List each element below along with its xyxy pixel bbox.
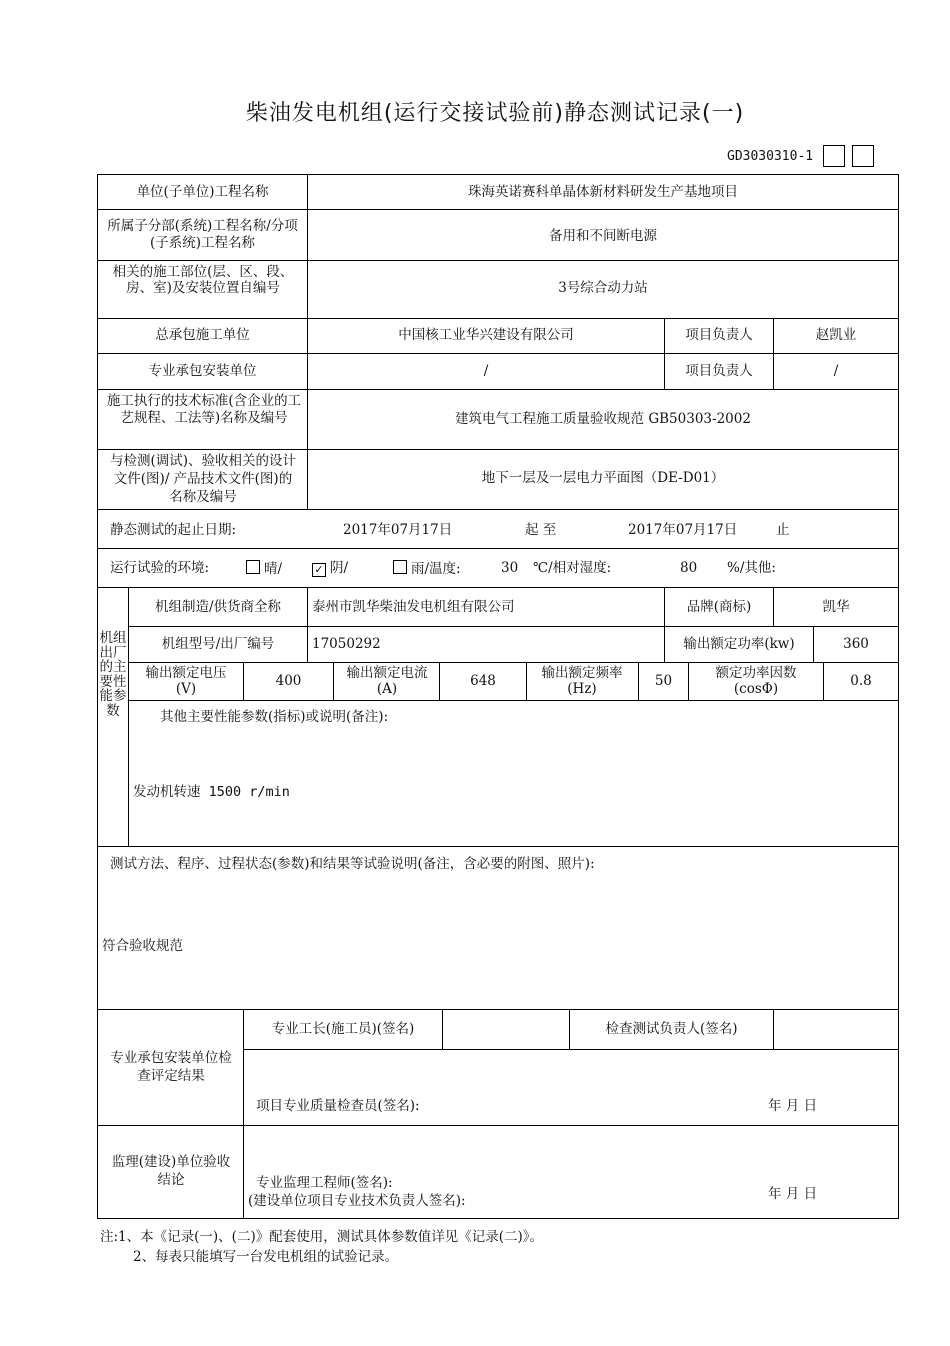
power-factor-value: 0.8 [850, 673, 872, 689]
sunny-option[interactable] [246, 560, 282, 578]
project-manager-value-2: / [833, 363, 839, 379]
test-start-date: 2017年07月17日 [343, 522, 453, 538]
manufacturer-label: 机组制造/供货商全称 [154, 599, 282, 615]
location-value: 3号综合动力站 [558, 280, 648, 296]
power-label: 输出额定功率(kw) [683, 636, 795, 652]
frequency-value: 50 [654, 673, 673, 689]
test-method-label: 测试方法、程序、过程状态(参数)和结果等试验说明(备注，含必要的附图、照片): [110, 856, 595, 872]
note-1: 注:1、本《记录(一)、(二)》配套使用，测试具体参数值详见《记录(二)》。 [100, 1229, 543, 1245]
voltage-value: 400 [275, 673, 302, 689]
frequency-label: 输出额定频率(Hz) [541, 665, 623, 697]
form-code: GD3030310-1 [727, 149, 814, 164]
design-doc-value: 地下一层及一层电力平面图（DE-D01） [481, 470, 725, 486]
unit-project-label: 单位(子单位)工程名称 [136, 184, 269, 200]
sub-project-value: 备用和不间断电源 [549, 228, 657, 244]
brand-value: 凯华 [822, 599, 850, 615]
sunny-text: 晴/ [264, 561, 283, 577]
form-code-box-1[interactable] [823, 145, 845, 167]
sub-contractor-value: / [483, 363, 489, 379]
unit-project-value: 珠海英诺赛科单晶体新材料研发生产基地项目 [468, 184, 738, 200]
power-factor-label: 额定功率因数(cosΦ) [715, 665, 797, 697]
location-label: 相关的施工部位(层、区、段、房、室)及安装位置自编号 [112, 264, 294, 296]
other-params-value: 发动机转速 1500 r/min [133, 784, 290, 800]
standard-value: 建筑电气工程施工质量验收规范 GB50303-2002 [455, 411, 751, 427]
quality-date: 年 月 日 [768, 1098, 818, 1114]
humidity-value: 80 [680, 560, 698, 576]
sunny-checkbox[interactable] [246, 560, 260, 574]
brand-label: 品牌(商标) [686, 599, 752, 615]
sub-contractor-check-label: 专业承包安装单位检查评定结果 [110, 1050, 232, 1084]
rain-temp-text: 雨/温度: [411, 561, 461, 577]
supervision-label: 监理(建设)单位验收结论 [111, 1154, 231, 1188]
general-contractor-value: 中国核工业华兴建设有限公司 [398, 327, 574, 343]
cloudy-option[interactable] [312, 560, 348, 577]
sub-project-label: 所属子分部(系统)工程名称/分项(子系统)工程名称 [107, 218, 298, 251]
humidity-unit-other: %/其他: [727, 560, 776, 576]
inspector-sign-field[interactable] [775, 1021, 897, 1038]
voltage-label: 输出额定电压(V) [145, 665, 227, 697]
standard-label: 施工执行的技术标准(含企业的工艺规程、工法等)名称及编号 [106, 393, 302, 426]
record-form [97, 174, 899, 1219]
rain-checkbox[interactable] [393, 560, 407, 574]
owner-tech-label: (建设单位项目专业技术负责人签名): [248, 1193, 466, 1209]
environment-label: 运行试验的环境: [110, 560, 210, 576]
test-stop: 止 [776, 522, 790, 538]
test-end-date: 2017年07月17日 [628, 522, 738, 538]
sub-contractor-label: 专业承包安装单位 [148, 363, 257, 379]
current-label: 输出额定电流(A) [346, 665, 428, 697]
cloudy-checkbox[interactable]: ✓ [312, 563, 326, 577]
foreman-sign-field[interactable] [444, 1021, 568, 1038]
rain-option[interactable] [393, 560, 461, 578]
genset-side-label: 机组出厂的主要性能参数 [99, 630, 127, 719]
form-code-box-2[interactable] [852, 145, 874, 167]
cloudy-text: 阴/ [330, 560, 349, 576]
project-manager-value: 赵凯业 [815, 327, 857, 343]
project-manager-label-2: 项目负责人 [685, 363, 753, 379]
inspector-sign-label: 检查测试负责人(签名) [605, 1021, 738, 1037]
general-contractor-label: 总承包施工单位 [155, 327, 250, 343]
supervision-date: 年 月 日 [768, 1186, 818, 1202]
current-value: 648 [470, 673, 496, 689]
temperature-unit-humidity: ℃/相对湿度: [533, 560, 612, 576]
page-title: 柴油发电机组(运行交接试验前)静态测试记录(一) [245, 101, 745, 126]
foreman-sign-label: 专业工长(施工员)(签名) [271, 1021, 415, 1037]
supervision-engineer-label: 专业监理工程师(签名): [256, 1175, 393, 1191]
test-from-to: 起 至 [525, 522, 557, 538]
manufacturer-value: 泰州市凯华柴油发电机组有限公司 [312, 599, 515, 615]
model-label: 机组型号/出厂编号 [161, 636, 275, 652]
project-manager-label: 项目负责人 [685, 327, 753, 343]
model-value: 17050292 [312, 636, 381, 652]
power-value: 360 [843, 636, 869, 652]
test-method-value: 符合验收规范 [102, 938, 183, 954]
note-2: 2、每表只能填写一台发电机组的试验记录。 [133, 1249, 399, 1265]
other-params-label: 其他主要性能参数(指标)或说明(备注): [160, 709, 389, 725]
quality-inspector-label: 项目专业质量检查员(签名): [256, 1098, 420, 1114]
test-period-label: 静态测试的起止日期: [110, 522, 237, 538]
design-doc-label: 与检测(调试)、验收相关的设计文件(图)/ 产品技术文件(图)的名称及编号 [109, 453, 297, 505]
temperature-value: 30 [501, 560, 519, 576]
